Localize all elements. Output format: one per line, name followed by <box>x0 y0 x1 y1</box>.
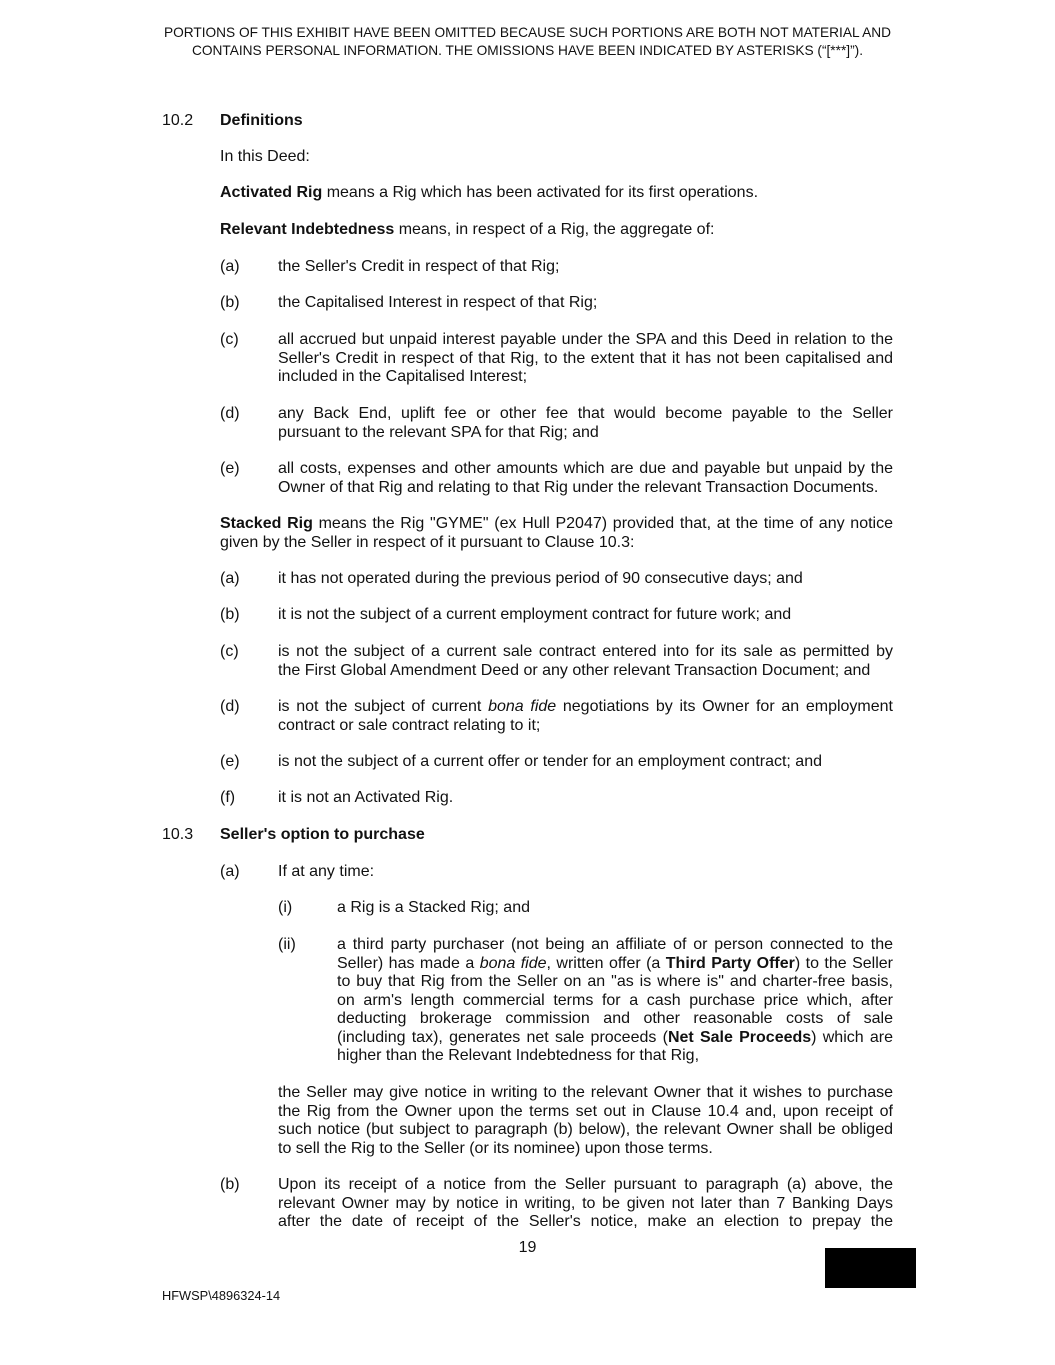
item-line <box>337 955 893 974</box>
page-number: 19 <box>518 1239 537 1256</box>
paragraph-line: such notice (but subject to paragraph (b) below), the relevant Owner shall be obliged <box>278 1121 893 1138</box>
item-text <box>278 1176 893 1232</box>
paragraph-b <box>0 1176 1055 1230</box>
item-line: deducting brokerage commission and other reasonable costs of sale <box>337 1010 893 1027</box>
definition-text: means, in respect of a Rig, the aggregate of: <box>394 221 715 238</box>
section-number: 10.2 <box>162 112 194 129</box>
paragraph-line: relevant Owner may by notice in writing, to be given not later than 7 Banking Days <box>278 1194 893 1212</box>
item-line: any Back End, uplift fee or other fee that would become payable to the Seller <box>278 405 893 422</box>
item-text <box>278 331 893 387</box>
item-line: the Seller's Credit in respect of that Rig; <box>278 258 560 275</box>
sub-item-text <box>337 899 893 918</box>
list-item <box>0 643 1055 679</box>
italic-term: bona fide <box>488 698 557 715</box>
item-line: is not the subject of a current sale contract entered into for its sale as permitted by <box>278 643 893 660</box>
item-line: Owner of that Rig and relating to that Rig under the relevant Transaction Documents. <box>278 478 879 496</box>
item-label: (c) <box>220 331 239 348</box>
paragraph-line: the Rig from the Owner upon the terms set out in Clause 10.4 and, upon receipt of <box>278 1102 893 1120</box>
list-item <box>0 698 1055 734</box>
item-line: it is not the subject of a current employment contract for future work; and <box>278 606 792 623</box>
definition-stacked-rig <box>0 515 1055 551</box>
list-item <box>0 753 1055 772</box>
item-line: all costs, expenses and other amounts which are due and payable but unpaid by the <box>278 460 893 477</box>
list-item <box>0 606 1055 625</box>
item-label: (d) <box>220 698 240 715</box>
text-segment: ) which are <box>811 1028 894 1046</box>
item-text <box>278 698 893 735</box>
text-segment: , written offer (a <box>546 954 666 972</box>
item-line: the Capitalised Interest in respect of that Rig; <box>278 294 598 311</box>
definition-paragraph <box>220 515 893 552</box>
definition-activated-rig <box>0 184 1055 203</box>
item-label: (b) <box>220 606 240 623</box>
item-line: it has not operated during the previous period of 90 consecutive days; and <box>278 570 803 587</box>
item-text <box>278 258 893 277</box>
omission-notice-line-1: PORTIONS OF THIS EXHIBIT HAVE BEEN OMITTED BECAUSE SUCH PORTIONS ARE BOTH NOT MATERIAL AND <box>163 25 892 40</box>
item-line: pursuant to the relevant SPA for that Rig; and <box>278 423 599 441</box>
item-line: higher than the Relevant Indebtedness for that Rig, <box>337 1047 700 1064</box>
section-10-3-heading <box>0 826 1055 845</box>
definition-paragraph <box>220 184 893 203</box>
item-text <box>278 753 893 772</box>
text-segment: negotiations by its Owner for an employment <box>556 698 894 715</box>
item-line <box>337 1029 893 1048</box>
definition-line <box>220 515 893 534</box>
definitions-intro-row <box>0 148 1055 167</box>
list-item <box>0 294 1055 313</box>
item-line: a Rig is a Stacked Rig; and <box>337 899 530 916</box>
list-item <box>0 331 1055 385</box>
item-label: (b) <box>220 1176 240 1193</box>
list-item <box>0 258 1055 277</box>
text-segment: is not the subject of current <box>278 698 489 715</box>
paragraph-line: to sell the Rig to the Seller (or its nominee) upon those terms. <box>278 1139 713 1157</box>
defined-term: Activated Rig <box>220 184 323 201</box>
item-text <box>278 789 893 808</box>
item-line: included in the Capitalised Interest; <box>278 368 528 385</box>
item-text <box>278 570 893 589</box>
redaction-box <box>825 1248 916 1288</box>
definition-text: means the Rig "GYME" (ex Hull P2047) provided that, at the time of any notice <box>312 515 894 532</box>
item-line: to buy that Rig from the Seller on an "as is where is" and charter-free basis, <box>337 973 893 990</box>
item-text <box>278 405 893 442</box>
item-text: If at any time: <box>278 863 375 880</box>
omission-notice <box>0 24 1055 60</box>
section-title: Seller's option to purchase <box>220 826 425 843</box>
list-item <box>0 570 1055 589</box>
paragraph-line: Upon its receipt of a notice from the Seller pursuant to paragraph (a) above, the <box>278 1176 893 1193</box>
paragraph-line: the Seller may give notice in writing to the relevant Owner that it wishes to purchase <box>278 1084 893 1101</box>
item-label: (a) <box>220 258 240 275</box>
section-title: Definitions <box>220 112 303 129</box>
item-label: (a) <box>220 570 240 587</box>
sub-item-text <box>337 936 893 1066</box>
item-line <box>278 698 893 717</box>
section-10-2-heading <box>0 112 1055 131</box>
text-segment: (including tax), generates net sale proceeds ( <box>337 1028 668 1046</box>
paragraph-line: after the date of receipt of the Seller's notice, make an election to prepay the <box>278 1213 893 1230</box>
item-label: (c) <box>220 643 239 660</box>
item-label: (e) <box>220 460 240 477</box>
definition-paragraph <box>220 221 893 240</box>
list-item <box>0 460 1055 496</box>
sub-item-label: (i) <box>278 899 293 916</box>
italic-term: bona fide <box>479 954 547 972</box>
item-text <box>278 643 893 680</box>
definition-text: means a Rig which has been activated for its first operations. <box>322 184 759 201</box>
list-item <box>0 405 1055 441</box>
item-line: is not the subject of a current offer or tender for an employment contract; and <box>278 753 822 770</box>
item-label: (e) <box>220 753 240 770</box>
omission-notice-line-2: CONTAINS PERSONAL INFORMATION. THE OMISSIONS HAVE BEEN INDICATED BY ASTERISKS (“[***]”). <box>191 43 864 58</box>
item-text <box>278 606 893 625</box>
text-segment: ) to the Seller <box>794 954 894 972</box>
text-segment: Seller) has made a <box>337 954 480 972</box>
item-text <box>278 460 893 497</box>
item-text <box>278 294 893 313</box>
sub-item <box>0 936 1055 1064</box>
item-label: (d) <box>220 405 240 422</box>
definition-relevant-indebtedness <box>0 221 1055 240</box>
item-label: (a) <box>220 863 240 880</box>
paragraph-a-conclusion <box>0 1084 1055 1157</box>
list-item <box>0 789 1055 808</box>
paragraph-a <box>0 863 1055 882</box>
item-line: contract or sale contract relating to it; <box>278 716 541 734</box>
item-line: on arm's length commercial terms for a cash purchase price which, after <box>337 991 893 1009</box>
sub-item <box>0 899 1055 918</box>
item-label: (f) <box>220 789 236 806</box>
defined-term: Third Party Offer <box>665 954 795 972</box>
definitions-intro: In this Deed: <box>220 148 310 165</box>
item-line: it is not an Activated Rig. <box>278 789 454 806</box>
defined-term: Net Sale Proceeds <box>667 1028 812 1046</box>
item-label: (b) <box>220 294 240 311</box>
conclusion-text <box>278 1084 893 1158</box>
item-line: the First Global Amendment Deed or any other relevant Transaction Document; and <box>278 661 871 679</box>
defined-term: Stacked Rig <box>220 515 313 532</box>
defined-term: Relevant Indebtedness <box>220 221 395 238</box>
item-line: a third party purchaser (not being an affiliate of or person connected to the <box>337 936 893 953</box>
item-line: all accrued but unpaid interest payable under the SPA and this Deed in relation to the <box>278 331 893 348</box>
sub-item-label: (ii) <box>278 936 296 953</box>
document-reference: HFWSP\4896324-14 <box>162 1288 281 1303</box>
item-line: Seller's Credit in respect of that Rig, to the extent that it has not been capitalised and <box>278 349 893 367</box>
definition-line: given by the Seller in respect of it pursuant to Clause 10.3: <box>220 533 635 551</box>
section-number: 10.3 <box>162 826 194 843</box>
